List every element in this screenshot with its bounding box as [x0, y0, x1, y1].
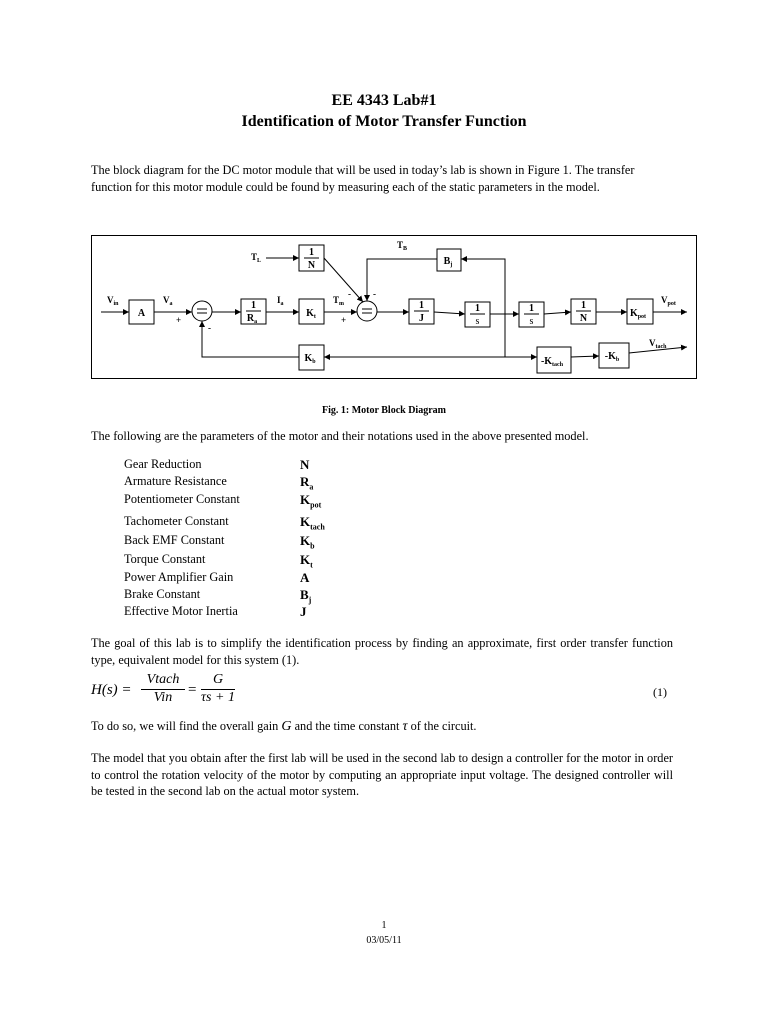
param-row: Armature Resistance $R_a$: [124, 474, 314, 492]
svg-text:Vin: $V_{in}$: [107, 295, 119, 307]
block-Kt-label: K: [306, 308, 314, 319]
signal-Vpot: V: [661, 295, 668, 305]
param-row: Effective Motor Inertia J: [124, 604, 307, 619]
param-row: Power Amplifier Gain A: [124, 570, 310, 585]
signal-Vtach: V: [649, 338, 656, 348]
svg-text:TL: $T_L$: [251, 252, 262, 264]
block-N1-num: 1: [309, 247, 314, 258]
footer-date: 03/05/11: [366, 935, 402, 946]
param-row: Back EMF Constant $K_b$: [124, 533, 315, 551]
equation-number: (1): [653, 685, 667, 699]
symbol-G: G: [281, 719, 292, 734]
block-Ra-den: R: [246, 313, 255, 324]
svg-text:TB: $T_B$: [397, 240, 408, 252]
svg-text:Tm: $T_m$: [333, 295, 345, 307]
sign-minus-3: -: [373, 289, 376, 299]
signal-Tm: T: [333, 295, 340, 305]
page-number: 1: [381, 920, 387, 931]
block-Kb-label: K: [304, 353, 313, 364]
document-title: EE 4343 Lab#1: [331, 92, 437, 109]
svg-text:Va: $V_a$: [163, 295, 173, 307]
block-s2-num: 1: [529, 303, 534, 314]
equation-den-2: τs + 1: [201, 690, 235, 705]
block-Kb2-label: -K: [604, 351, 616, 362]
block-Kpot-label: K: [629, 308, 638, 319]
block-Kt-sub: t: [313, 314, 316, 320]
block-s1-den: s: [475, 316, 480, 327]
block-N2-num: 1: [581, 300, 586, 311]
block-Kb2-sub: b: [615, 357, 620, 363]
svg-text:Vpot: $V_{pot}$: [661, 295, 676, 307]
sign-minus-2: -: [348, 289, 351, 299]
document-subtitle: Identification of Motor Transfer Function: [241, 113, 527, 130]
block-Ktach-sub: tach: [552, 362, 564, 368]
summing-junction-1: [192, 301, 212, 321]
block-Ktach-label: -K: [540, 356, 553, 367]
block-Bj-label: B: [443, 256, 451, 267]
param-row: Gear Reduction N: [124, 457, 310, 472]
block-Kb-sub: b: [312, 359, 316, 365]
block-N1-den: N: [307, 260, 316, 271]
motor-block-diagram: [91, 235, 697, 379]
sign-minus-1: -: [208, 323, 211, 333]
goal-paragraph: The goal of this lab is to simplify the identification process by finding an approximate, first order transfer function type, equivalent model for this system (1).: [91, 636, 673, 667]
block-Bj-sub: j: [450, 262, 453, 268]
signal-Va: V: [163, 295, 170, 305]
sign-plus-1: +: [176, 315, 182, 325]
symbol-tau: τ: [402, 719, 408, 734]
param-row: Potentiometer Constant $K_{pot}$: [124, 492, 322, 510]
svg-text:Vtach: $V_{tach}$: [649, 338, 667, 350]
block-A-label: A: [137, 308, 146, 319]
block-Kpot-sub: pot: [637, 314, 647, 320]
block-s1-num: 1: [475, 303, 480, 314]
figure-caption: Fig. 1: Motor Block Diagram: [322, 405, 446, 416]
signal-TB: T: [397, 240, 404, 250]
model-paragraph: The model that you obtain after the first lab will be used in the second lab to design a controller for the motor in order to control the rotation velocity of the motor by computing an appropriate input voltage. The designed controller will be tested in the second lab on the actual motor system.: [91, 751, 673, 798]
block-J-num: 1: [419, 300, 424, 311]
equation-num-2: G: [212, 672, 224, 687]
svg-text:Ia: $I_a$: [277, 295, 284, 307]
param-row: Torque Constant $K_t$: [124, 552, 313, 570]
todo-paragraph: To do so, we will find the overall gain G and the time constant τ of the circuit.: [91, 719, 477, 734]
block-Ra-sub: a: [254, 319, 258, 325]
block-J-den: J: [419, 313, 424, 324]
equation-fraction-2: [201, 672, 235, 706]
block-Ra-num: 1: [251, 300, 256, 311]
param-row: Tachometer Constant $K_{tach}$: [124, 514, 325, 532]
signal-Ia: I: [277, 295, 281, 305]
param-row: Brake Constant $B_j$: [124, 587, 312, 605]
equation-den-1: Vin: [141, 689, 185, 706]
intro-paragraph: The block diagram for the DC motor module that will be used in today’s lab is shown in Figure 1. The transfer function for this motor module could be found by measuring each of the static parameters in the model.: [91, 163, 635, 194]
block-N2-den: N: [579, 313, 588, 324]
summing-junction-2: [357, 301, 377, 321]
signal-Vin: V: [107, 295, 114, 305]
equation-fraction-1: [141, 672, 185, 706]
sign-plus-2: +: [341, 315, 347, 325]
equation-num-1: Vtach: [146, 672, 180, 687]
params-intro: The following are the parameters of the motor and their notations used in the above presented model.: [91, 429, 589, 443]
equation-equals: =: [188, 682, 197, 698]
block-s2-den: s: [529, 316, 534, 327]
equation-lhs: H(s) =: [91, 682, 132, 698]
signal-TL: T: [251, 252, 258, 262]
transfer-function-equation: [91, 672, 673, 712]
